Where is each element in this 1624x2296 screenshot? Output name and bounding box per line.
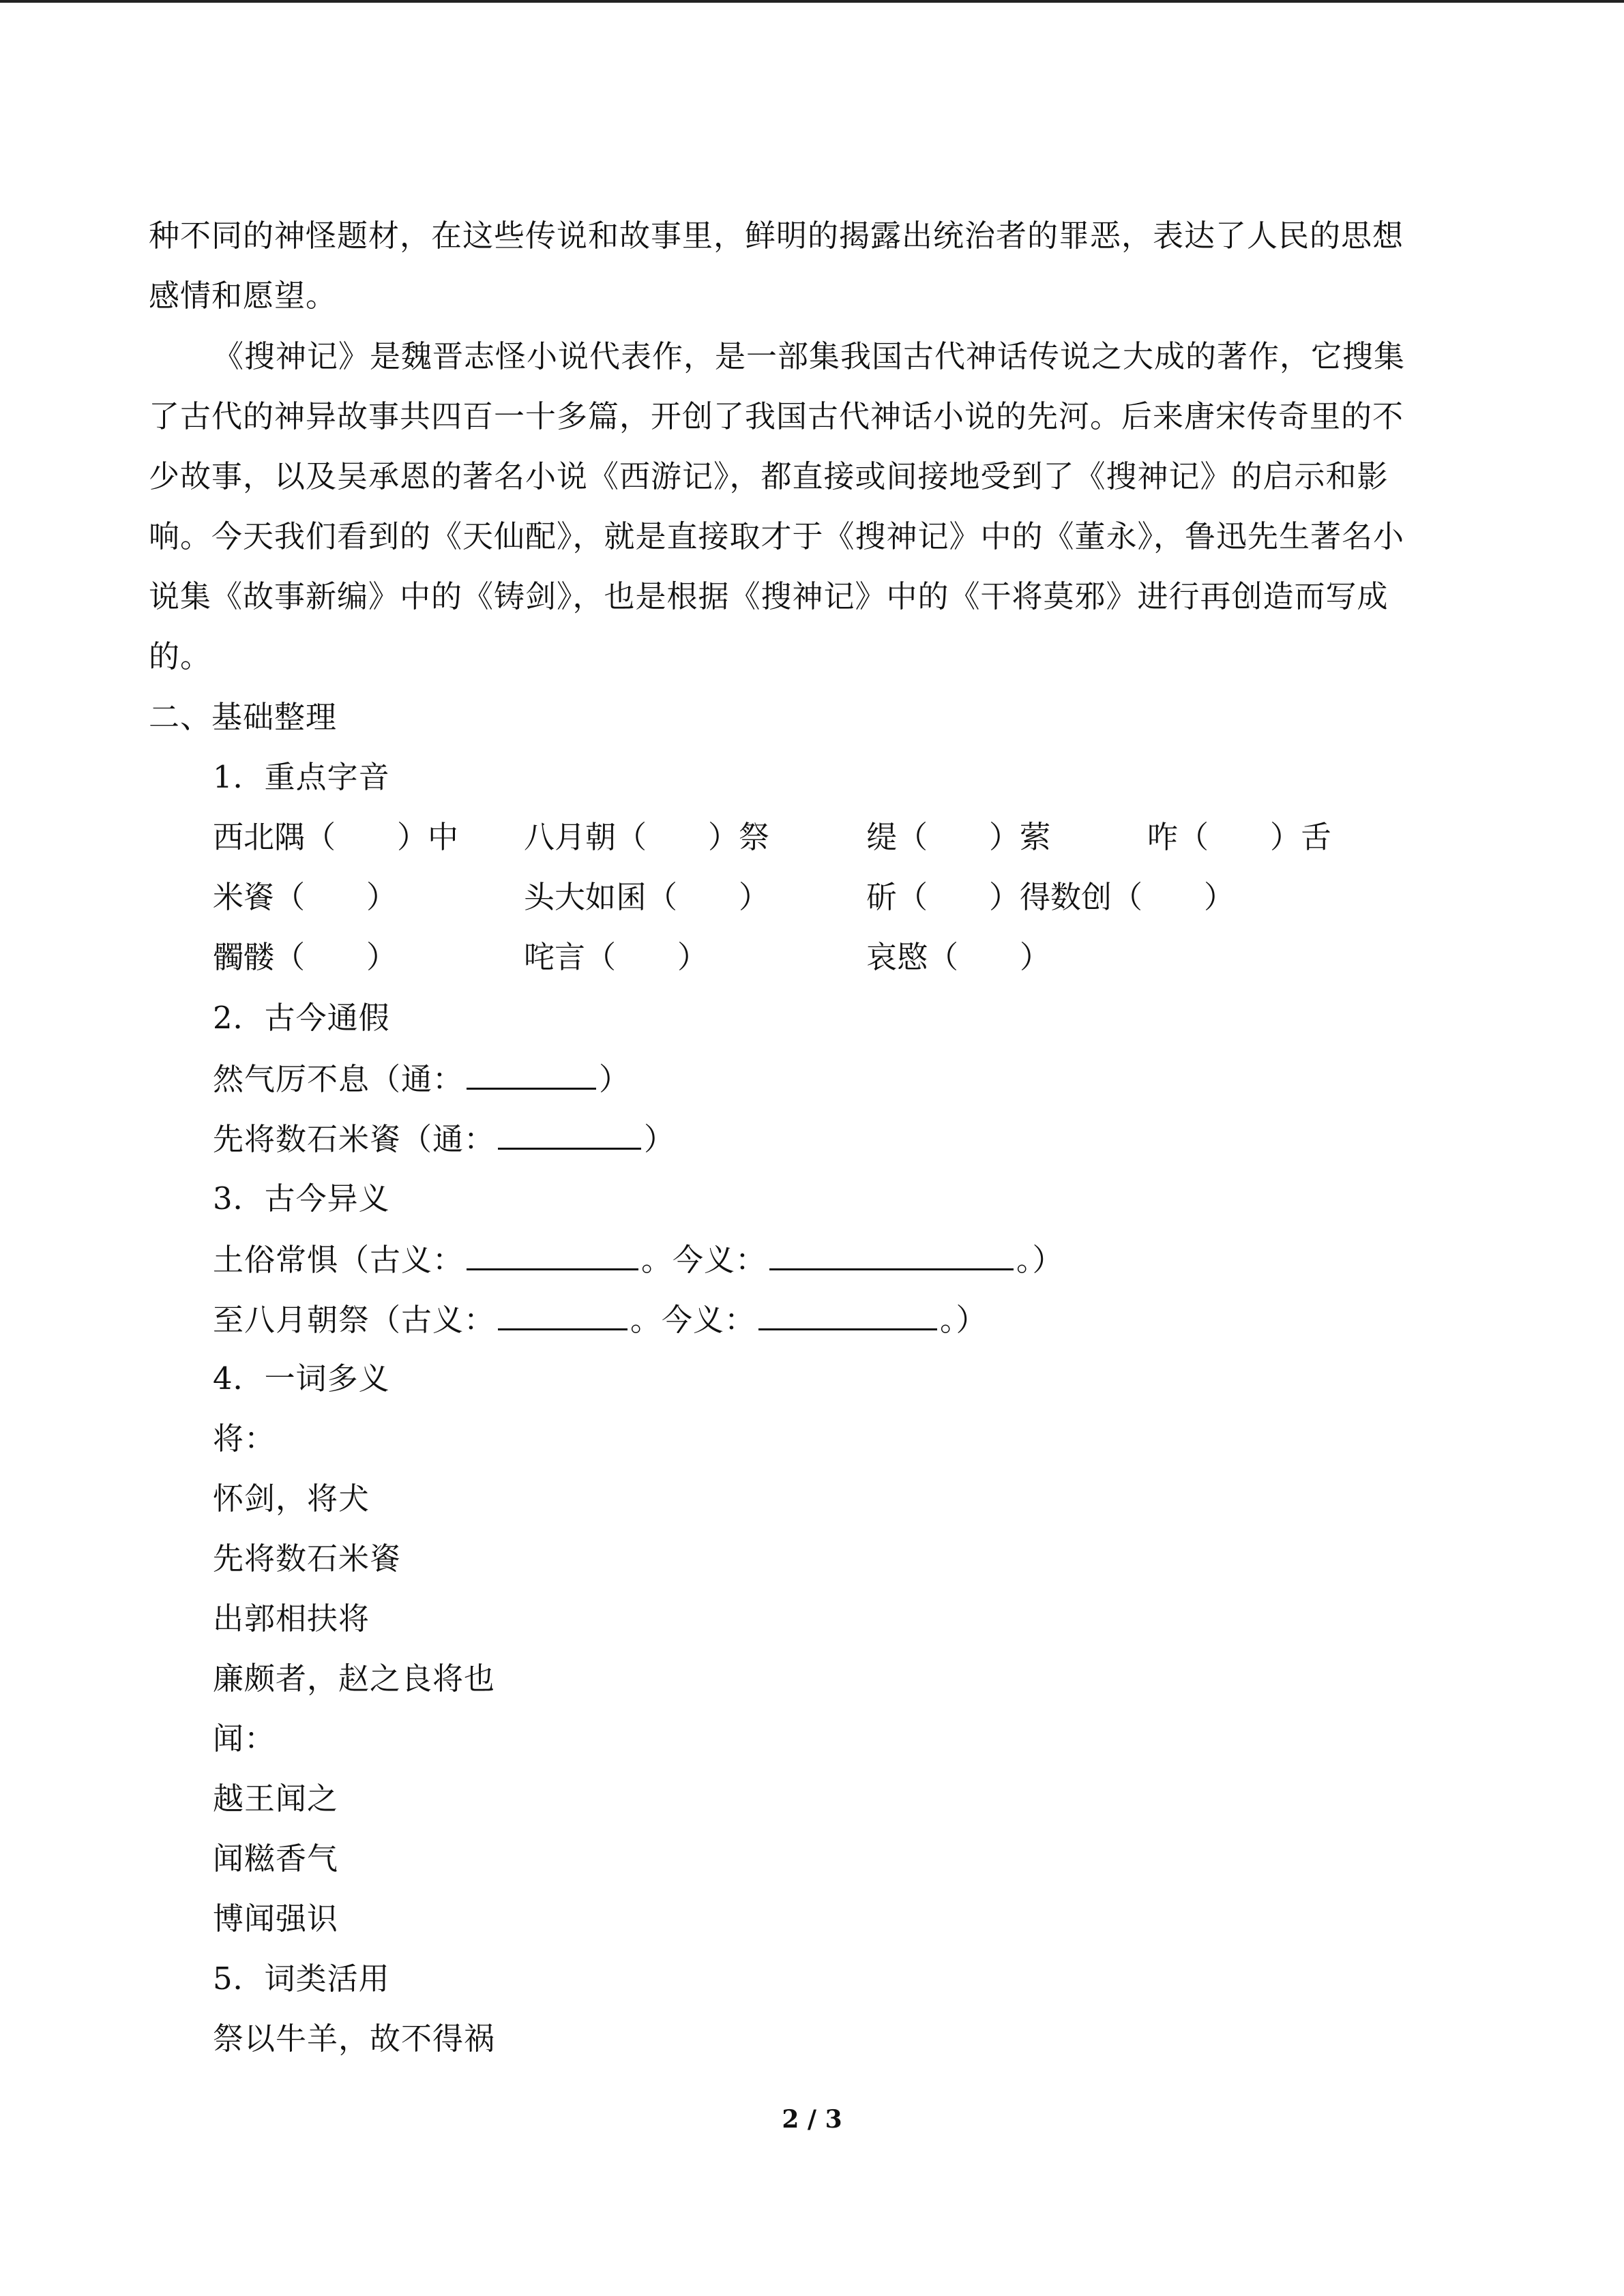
subsection-title: 5．词类活用 <box>213 1960 390 1997</box>
paragraph-line: 少故事，以及吴承恩的著名小说《西游记》，都直接或间接地受到了《搜神记》的启示和影 <box>149 458 1389 494</box>
pronunciation-item: 咤言（ ） <box>524 939 709 975</box>
answer-blank[interactable] <box>769 1238 1014 1270</box>
page-number: 2 / 3 <box>782 2105 842 2134</box>
word-class-item: 祭以牛羊，故不得祸 <box>213 2021 496 2057</box>
answer-blank[interactable] <box>467 1238 638 1270</box>
pronunciation-item: 哀愍（ ） <box>866 939 1051 975</box>
exercise-line <box>213 1058 630 1100</box>
pronunciation-item: 头大如囷（ ） <box>524 879 770 915</box>
exercise-text: ） <box>599 1061 631 1097</box>
exercise-text: 至八月朝祭（古义： <box>213 1302 496 1338</box>
exercise-line <box>213 1118 675 1160</box>
pronunciation-item: 咋（ ）舌 <box>1147 819 1332 855</box>
exercise-text: ） <box>644 1121 676 1157</box>
polysemy-label: 将： <box>213 1420 276 1457</box>
polysemy-label: 闻： <box>213 1720 276 1757</box>
polysemy-item: 闻糍香气 <box>213 1840 339 1877</box>
exercise-line <box>213 1298 988 1341</box>
answer-blank[interactable] <box>467 1058 596 1090</box>
pronunciation-item: 米餈（ ） <box>213 879 398 915</box>
subsection-title: 4．一词多义 <box>213 1360 390 1397</box>
pronunciation-item: 西北隅（ ）中 <box>213 819 459 855</box>
pronunciation-item: 缇（ ）萦 <box>866 819 1051 855</box>
answer-blank[interactable] <box>758 1298 937 1330</box>
polysemy-item: 怀剑，将犬 <box>213 1480 370 1517</box>
exercise-text: 土俗常惧（古义： <box>213 1242 464 1278</box>
pronunciation-item: 髑髅（ ） <box>213 939 398 975</box>
polysemy-item: 出郭相扶将 <box>213 1600 370 1637</box>
polysemy-item: 博闻强识 <box>213 1900 339 1937</box>
subsection-title: 3．古今异义 <box>213 1180 390 1217</box>
subsection-title: 2．古今通假 <box>213 1000 390 1036</box>
exercise-text: 。今义： <box>630 1302 756 1338</box>
exercise-text: 。今义： <box>641 1242 767 1278</box>
paragraph-line: 种不同的神怪题材，在这些传说和故事里，鲜明的揭露出统治者的罪恶，表达了人民的思想 <box>149 218 1404 254</box>
pronunciation-item: 八月朝（ ）祭 <box>524 819 770 855</box>
section-heading: 二、基础整理 <box>149 699 338 735</box>
paragraph-line: 感情和愿望。 <box>149 278 338 314</box>
paragraph-line: 《搜神记》是魏晋志怪小说代表作，是一部集我国古代神话传说之大成的著作，它搜集 <box>213 338 1406 374</box>
polysemy-item: 廉颇者，赵之良将也 <box>213 1660 496 1697</box>
answer-blank[interactable] <box>498 1298 628 1330</box>
pronunciation-item: 斫（ ）得数创（ ） <box>866 879 1235 915</box>
exercise-text: 然气厉不息（通： <box>213 1061 464 1097</box>
exercise-text: 先将数石米餈（通： <box>213 1121 496 1157</box>
paragraph-line: 说集《故事新编》中的《铸剑》，也是根据《搜神记》中的《干将莫邪》进行再创造而写成 <box>149 578 1389 614</box>
paragraph-line: 了古代的神异故事共四百一十多篇，开创了我国古代神话小说的先河。后来唐宋传奇里的不 <box>149 398 1404 434</box>
answer-blank[interactable] <box>498 1118 641 1150</box>
subsection-title: 1．重点字音 <box>213 759 390 795</box>
exercise-line <box>213 1238 1064 1281</box>
exercise-text: 。） <box>1016 1242 1064 1278</box>
polysemy-item: 越王闻之 <box>213 1780 339 1817</box>
paragraph-line: 的。 <box>149 638 212 674</box>
paragraph-line: 响。今天我们看到的《天仙配》，就是直接取才于《搜神记》中的《董永》，鲁迅先生著名小 <box>149 518 1405 554</box>
exercise-text: 。） <box>940 1302 988 1338</box>
polysemy-item: 先将数石米餈 <box>213 1540 402 1577</box>
